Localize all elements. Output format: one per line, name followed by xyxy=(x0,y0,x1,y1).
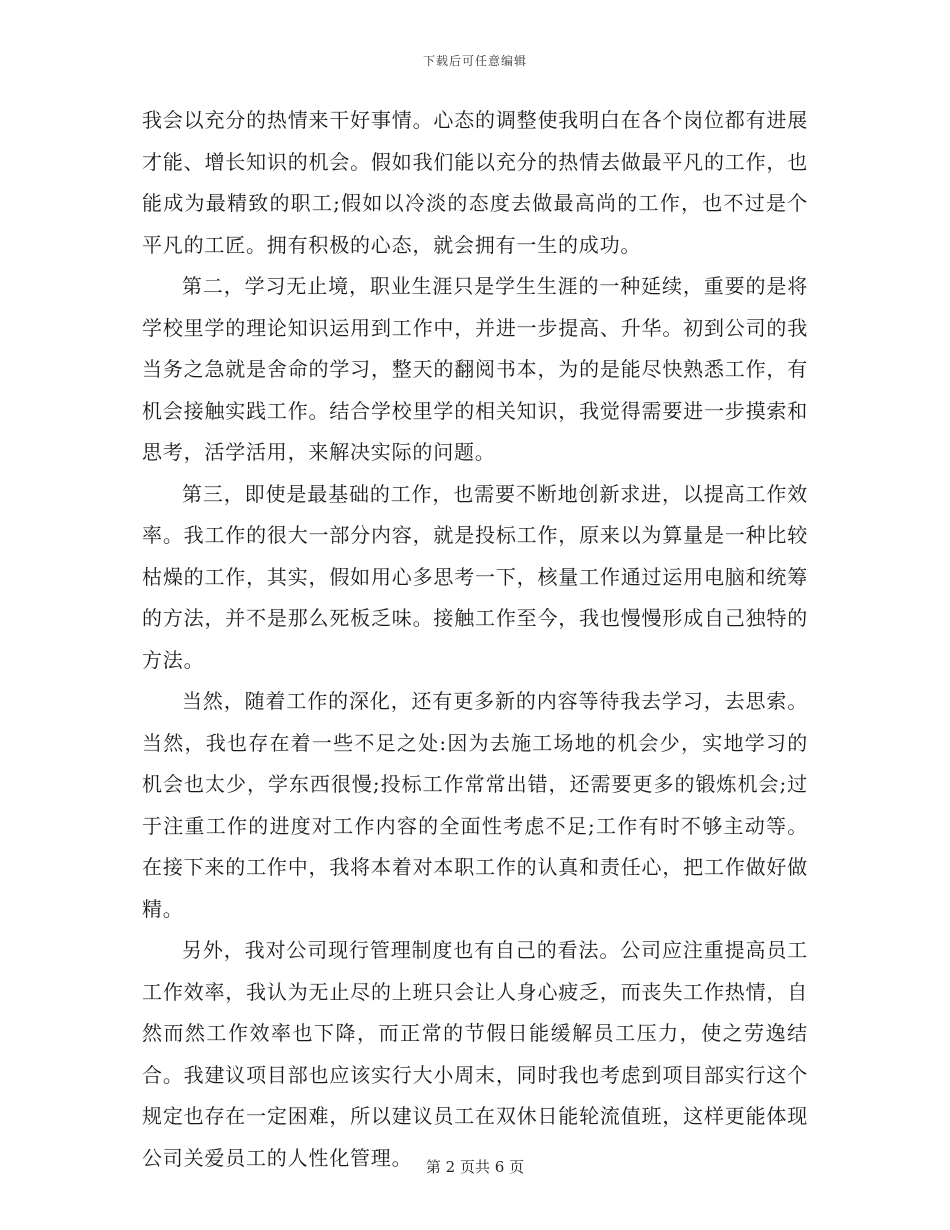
paragraph-4: 当然，随着工作的深化，还有更多新的内容等待我去学习，去思索。当然，我也存在着一些不足之处:因为去施工场地的机会少，实地学习的机会也太少，学东西很慢;投标工作常常出错，还需要更多的锻炼机会;过于注重工作的进度对工作内容的全面性考虑不足;工作有时不够主动等。在接下来的工作中，我将本着对本职工作的认真和责任心，把工作做好做精。 xyxy=(142,689,808,921)
paragraph-1: 我会以充分的热情来干好事情。心态的调整使我明白在各个岗位都有进展才能、增长知识的机会。假如我们能以充分的热情去做最平凡的工作，也能成为最精致的职工;假如以冷淡的态度去做最高尚的工作，也不过是个平凡的工匠。拥有积极的心态，就会拥有一生的成功。 xyxy=(142,108,808,257)
paragraph-2: 第二，学习无止境，职业生涯只是学生生涯的一种延续，重要的是将学校里学的理论知识运用到工作中，并进一步提高、升华。初到公司的我当务之急就是舍命的学习，整天的翻阅书本，为的是能尽快熟悉工作，有机会接触实践工作。结合学校里学的相关知识，我觉得需要进一步摸索和思考，活学活用，来解决实际的问题。 xyxy=(142,274,808,464)
paragraph-5: 另外，我对公司现行管理制度也有自己的看法。公司应注重提高员工工作效率，我认为无止尽的上班只会让人身心疲乏，而丧失工作热情，自然而然工作效率也下降，而正常的节假日能缓解员工压力，使之劳逸结合。我建议项目部也应该实行大小周末，同时我也考虑到项目部实行这个规定也存在一定困难，所以建议员工在双休日能轮流值班，这样更能体现公司关爱员工的人性化管理。 xyxy=(142,938,808,1170)
paragraph-3: 第三，即使是最基础的工作，也需要不断地创新求进，以提高工作效率。我工作的很大一部分内容，就是投标工作，原来以为算量是一种比较枯燥的工作，其实，假如用心多思考一下，核量工作通过运用电脑和统筹的方法，并不是那么死板乏味。接触工作至今，我也慢慢形成自己独特的方法。 xyxy=(142,481,808,672)
page-footer: 第 2 页共 6 页 xyxy=(425,1158,525,1176)
document-body xyxy=(142,100,808,1179)
page-header: 下载后可任意编辑 xyxy=(422,54,527,68)
